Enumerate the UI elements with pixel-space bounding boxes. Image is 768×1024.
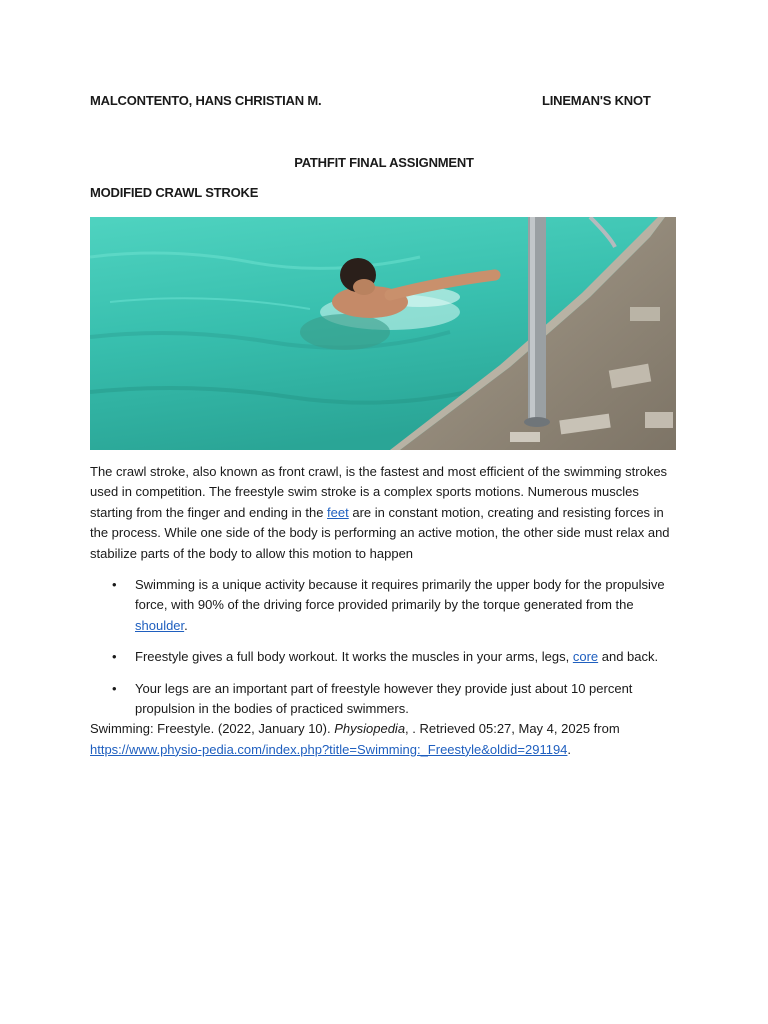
intro-paragraph <box>90 462 674 564</box>
core-link[interactable]: core <box>572 649 599 665</box>
citation-journal: Physiopedia <box>334 721 406 737</box>
bullet-glyph: • <box>112 577 117 593</box>
citation-url-link[interactable]: https://www.physio-pedia.com/index.php?title=Swimming:_Freestyle&oldid=291194 <box>90 741 568 757</box>
citation <box>90 719 674 760</box>
intro-text-1: The crawl stroke, also known as front crawl, is the fastest and most efficient of the swimming strokes used in competition. The freestyle swim stroke is a complex sports motions. Numerous muscles starting from the finger and ending in the <box>90 464 668 520</box>
bullet-glyph: • <box>112 680 117 696</box>
group-name: LINEMAN'S KNOT <box>542 93 651 108</box>
bullet-text: Freestyle gives a full body workout. It works the muscles in your arms, legs, <box>135 649 573 665</box>
list-item <box>90 647 674 667</box>
bullet-text: Your legs are an important part of freestyle however they provide just about 10 percent propulsion in the bodies of practiced swimmers. <box>135 680 633 717</box>
citation-end: . <box>567 741 572 757</box>
list-item <box>90 679 674 720</box>
bullet-text-end: . <box>184 617 188 633</box>
document-body <box>90 462 674 760</box>
bullet-text: Swimming is a unique activity because it requires primarily the upper body for the propulsive force, with 90% of the driving force provided primarily by the torque generated from the <box>135 577 665 613</box>
citation-text-1: Swimming: Freestyle. (2022, January 10). <box>90 721 335 737</box>
swimmer-photo <box>90 217 676 450</box>
bullet-glyph: • <box>112 649 117 665</box>
feet-link[interactable]: feet <box>327 504 349 520</box>
assignment-title: PATHFIT FINAL ASSIGNMENT <box>294 155 474 170</box>
author-name: MALCONTENTO, HANS CHRISTIAN M. <box>90 93 322 108</box>
citation-text-2: , . Retrieved 05:27, May 4, 2025 from <box>405 721 620 737</box>
bullet-list <box>90 575 674 719</box>
shoulder-link[interactable]: shoulder <box>135 617 185 633</box>
section-heading: MODIFIED CRAWL STROKE <box>90 185 259 200</box>
list-item <box>90 575 674 636</box>
intro-text-2: are in constant motion, creating and resisting forces in the process. While one side of the body is performing an active motion, the other side must relax and stabilize parts of the body to allow this motion to happen <box>90 504 670 561</box>
bullet-text-end: and back. <box>598 649 659 665</box>
